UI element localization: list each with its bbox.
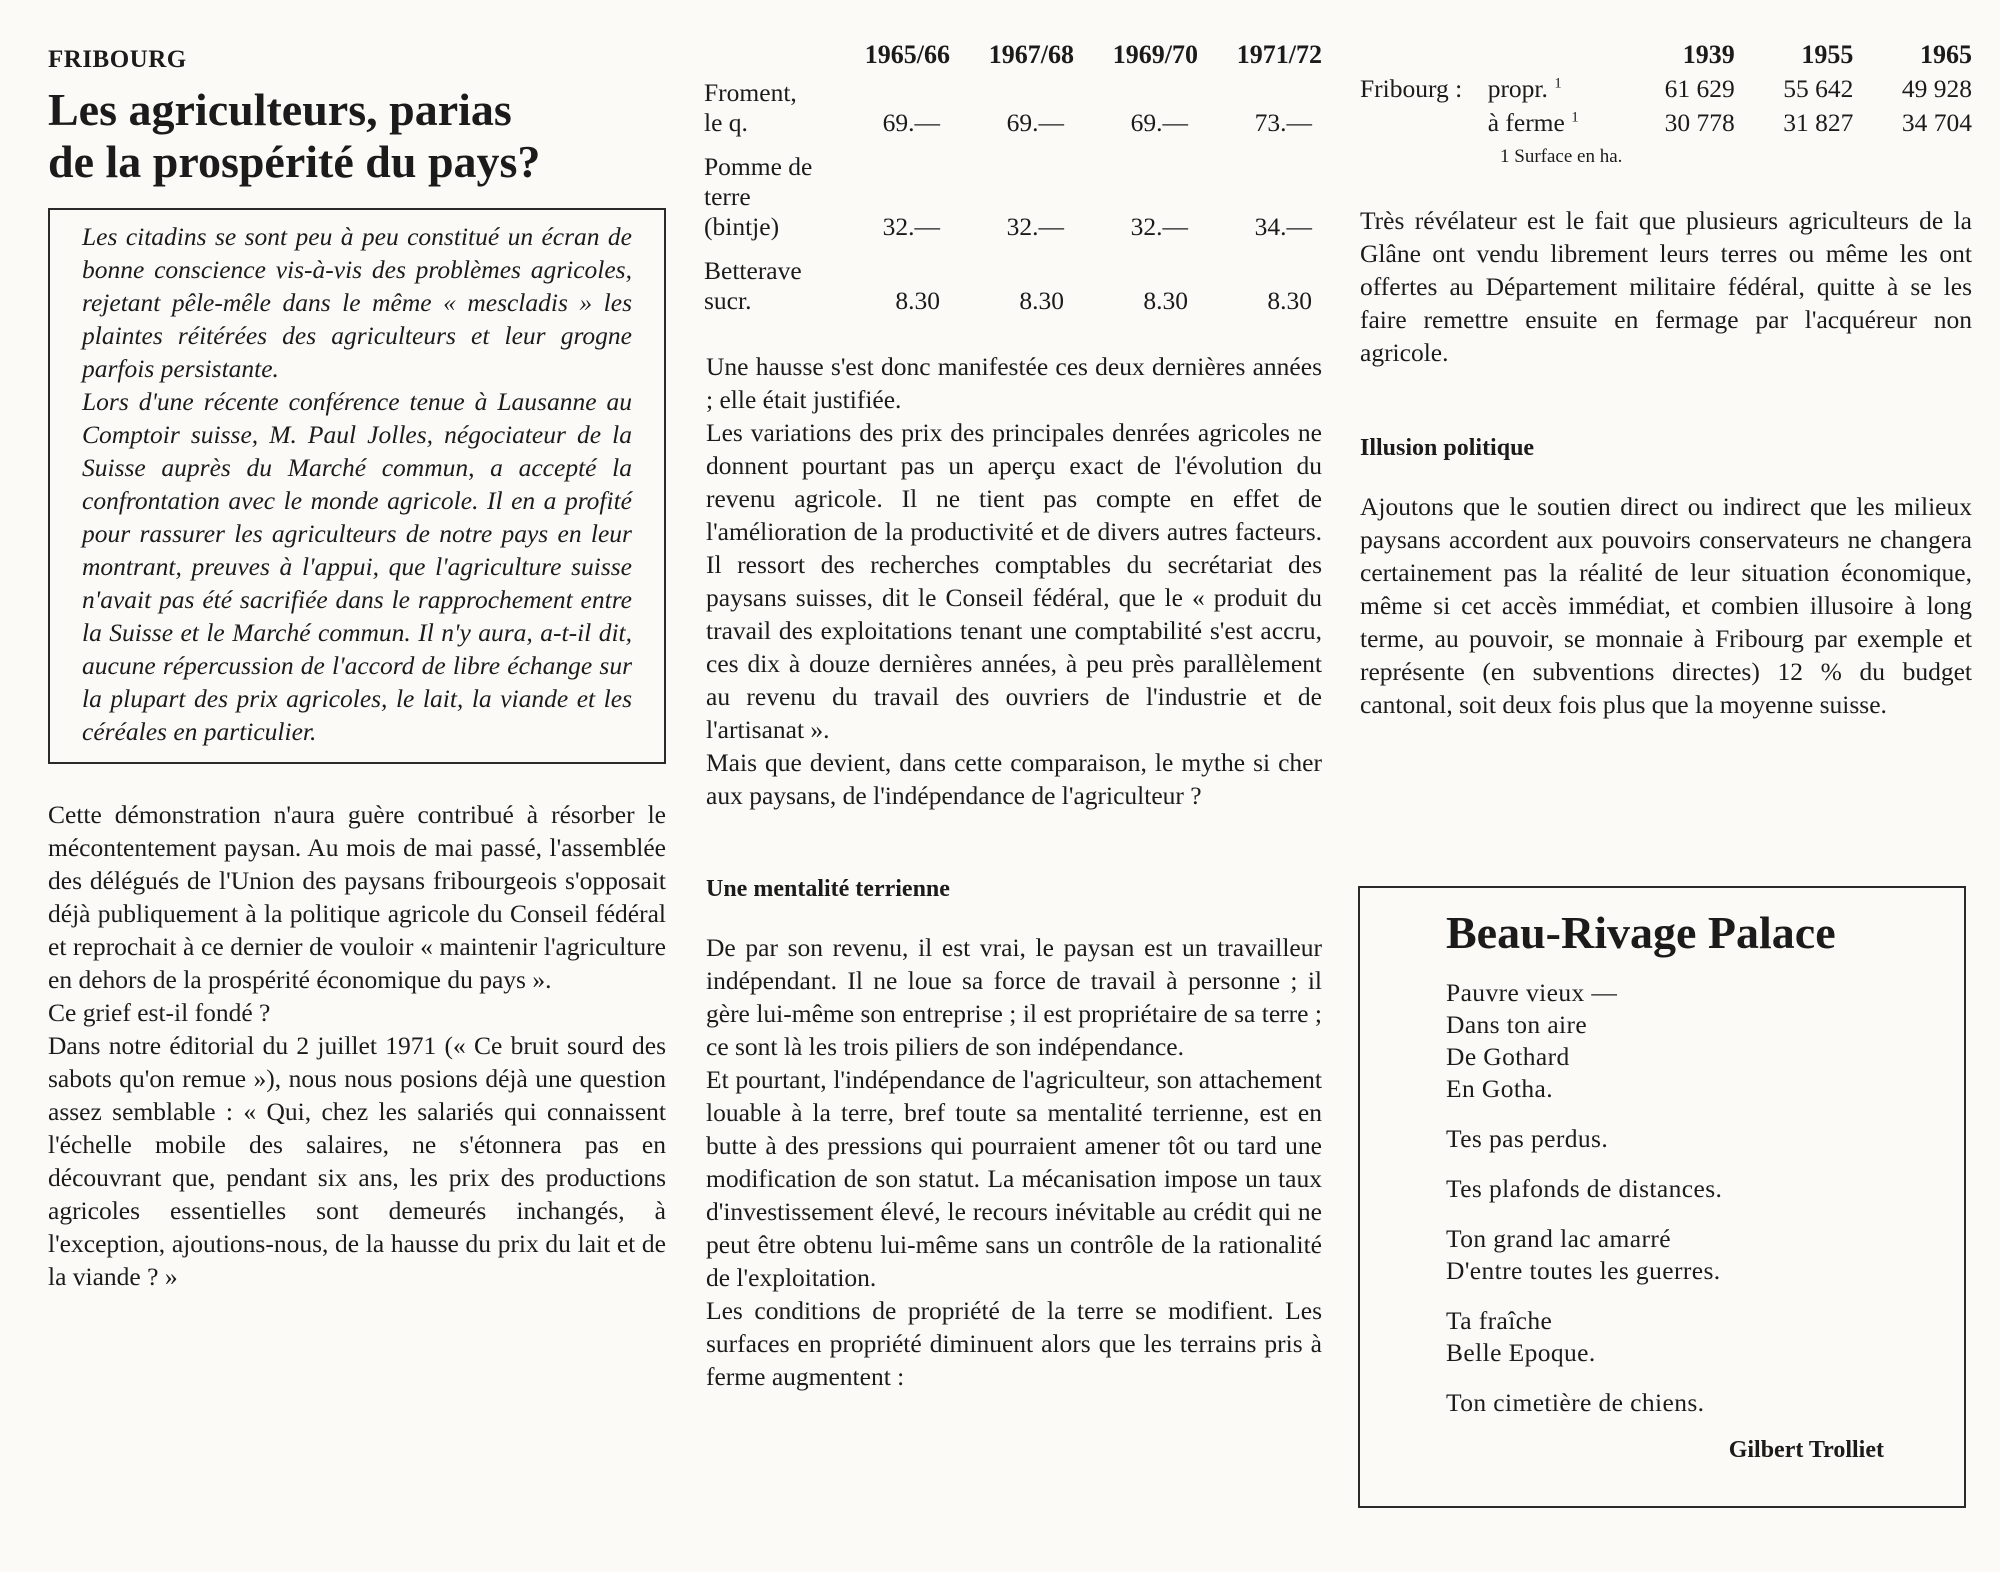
subhead-mentalite: Une mentalité terrienne <box>706 876 950 902</box>
price-cell: 34.— <box>1254 212 1312 241</box>
price-cell: 8.30 <box>1019 286 1064 315</box>
poem-stanza <box>1446 1173 1884 1205</box>
surface-header: 1955 <box>1801 40 1854 69</box>
body-paragraph: Et pourtant, l'indépendance de l'agriculteur, son attachement louable à la terre, bref toute sa mentalité terrienne, est en butte à des pressions qui pourraient amener tôt ou tard une modification de son statut. La mécanisation impose un taux d'investissement élevé, le recours inévitable au crédit qui ne peut être obtenu lui-même sans un contrôle de la rationalité de l'exploitation. <box>706 1065 1322 1292</box>
price-row <box>704 146 1322 250</box>
poem-line: Tes pas perdus. <box>1446 1124 1609 1153</box>
surface-cell: 61 629 <box>1664 74 1735 103</box>
poem-line: D'entre toutes les guerres. <box>1446 1256 1721 1285</box>
surface-kind: propr. $^1$ <box>1487 74 1562 103</box>
poem-line: Dans ton aire <box>1446 1010 1588 1039</box>
price-header: 1971/72 <box>1236 40 1322 69</box>
surface-footnote: 1 Surface en ha. <box>1500 146 1623 167</box>
poem-line: De Gothard <box>1446 1042 1570 1071</box>
price-cell: 73.— <box>1254 108 1312 137</box>
column-left <box>48 40 666 1293</box>
surface-table-header <box>1360 40 1972 74</box>
surface-header: 1965 <box>1920 40 1972 69</box>
price-cell: 69.— <box>1130 108 1188 137</box>
intro-paragraph: Lors d'une récente conférence tenue à Lausanne au Comptoir suisse, M. Paul Jolles, négociateur de la Suisse auprès du Marché commun, a accepté la confrontation avec le monde agricole. Il en a profité pour rassurer les agriculteurs de notre pays en leur montrant, preuves à l'appui, que l'agriculture suisse n'avait pas été sacrifiée dans le rapprochement entre la Suisse et le Marché commun. Il n'y aura, a-t-il dit, aucune répercussion de l'accord de libre échange sur la plupart des prix agricoles, le lait, la viande et les céréales en particulier. <box>82 387 632 746</box>
poem-line: Tes plafonds de distances. <box>1446 1174 1723 1203</box>
article-headline <box>48 84 666 188</box>
price-header: 1967/68 <box>988 40 1074 69</box>
surface-cell: 31 827 <box>1783 108 1854 137</box>
surface-row <box>1360 108 1972 142</box>
body-paragraph: Ce grief est-il fondé ? <box>48 998 271 1027</box>
poem-stanza <box>1446 1387 1884 1419</box>
surface-table <box>1360 40 1972 142</box>
poem-stanza <box>1446 977 1884 1105</box>
body-paragraph: Très révélateur est le fait que plusieurs agriculteurs de la Glâne ont vendu librement leurs terres ou même les ont offertes au Département militaire fédéral, quitte à se les faire remettre ensuite en fermage par l'acquéreur non agricole. <box>1360 206 1972 367</box>
price-cell: 69.— <box>882 108 940 137</box>
poem-stanza <box>1446 1223 1884 1287</box>
col3-body-a <box>1360 204 1972 369</box>
surface-kind: à ferme $^1$ <box>1487 108 1579 137</box>
poem-line: Ton cimetière de chiens. <box>1446 1388 1705 1417</box>
subhead-illusion: Illusion politique <box>1360 435 1535 461</box>
col2-body-b <box>706 931 1322 1393</box>
col2-body-a <box>706 350 1322 812</box>
intro-box <box>48 208 666 764</box>
surface-cell: 55 642 <box>1783 74 1854 103</box>
poem-stanza <box>1446 1123 1884 1155</box>
body-paragraph: De par son revenu, il est vrai, le paysan est un travailleur indépendant. Il ne loue sa force de travail à personne ; il gère lui-même son entreprise ; il est propriétaire de sa terre ; ce sont là les trois piliers de son indépendance. <box>706 933 1322 1061</box>
price-row <box>704 250 1322 324</box>
surface-cell: 49 928 <box>1901 74 1972 103</box>
body-paragraph: Les variations des prix des principales denrées agricoles ne donnent pourtant pas un aperçu exact de l'évolution du revenu agricole. Il ne tient pas compte en effet de l'amélioration de la productivité et de divers autres facteurs. Il ressort des recherches comptables du secrétariat des paysans suisses, dit le Conseil fédéral, que le « produit du travail des exploitations tenant une comptabilité s'est accru, ces dix à douze dernières années, à peu près parallèlement au revenu du travail des ouvriers de l'industrie et de l'artisanat ». <box>706 418 1322 744</box>
price-cell: 69.— <box>1006 108 1064 137</box>
price-cell: 32.— <box>1006 212 1064 241</box>
body-paragraph: Les conditions de propriété de la terre se modifient. Les surfaces en propriété diminuent alors que les terrains pris à ferme augmentent : <box>706 1296 1322 1391</box>
poem-title: Beau-Rivage Palace <box>1446 907 1836 958</box>
column-right <box>1360 40 1972 721</box>
col1-body <box>48 798 666 1293</box>
price-cell: 32.— <box>1130 212 1188 241</box>
poem-line: Ta fraîche <box>1446 1306 1553 1335</box>
price-cell: 8.30 <box>1267 286 1312 315</box>
col3-body-b <box>1360 490 1972 721</box>
body-paragraph: Cette démonstration n'aura guère contribué à résorber le mécontentement paysan. Au mois de mai passé, l'assemblée des délégués de l'Union des paysans fribourgeois s'opposait déjà publiquement à la politique agricole du Conseil fédéral et reprochait à ce dernier de vouloir « maintenir l'agriculture en dehors de la prospérité économique du pays ». <box>48 800 666 994</box>
surface-header: 1939 <box>1682 40 1735 69</box>
poem-author: Gilbert Trolliet <box>1728 1437 1884 1463</box>
surface-cell: 34 704 <box>1901 108 1972 137</box>
price-header: 1965/66 <box>864 40 950 69</box>
intro-paragraph: Les citadins se sont peu à peu constitué un écran de bonne conscience vis-à-vis des problèmes agricoles, rejetant pêle-mêle dans le même « mescladis » les plaintes réitérées des agriculteurs et leur grogne parfois persistante. <box>82 222 632 383</box>
price-row <box>704 78 1322 146</box>
price-row-label: Betterave sucr. <box>704 256 802 315</box>
poem-line: Pauvre vieux — <box>1446 978 1618 1007</box>
price-cell: 8.30 <box>1143 286 1188 315</box>
price-row-label: Pomme de terre (bintje) <box>704 152 813 241</box>
poem-box <box>1358 886 1966 1508</box>
surface-row <box>1360 74 1972 108</box>
poem-line: Ton grand lac amarré <box>1446 1224 1671 1253</box>
surface-cell: 30 778 <box>1664 108 1735 137</box>
poem-stanza <box>1446 1305 1884 1369</box>
section-label: FRIBOURG <box>48 46 187 73</box>
price-cell: 8.30 <box>895 286 940 315</box>
price-cell: 32.— <box>882 212 940 241</box>
surface-region: Fribourg : <box>1360 74 1463 103</box>
price-table <box>704 40 1322 324</box>
poem-line: Belle Epoque. <box>1446 1338 1596 1367</box>
body-paragraph: Ajoutons que le soutien direct ou indirect que les milieux paysans accordent aux pouvoirs conservateurs ne changera certainement pas la réalité de leur situation économique, même si cet accès immédiat, et combien illusoire à long terme, au pouvoir, se monnaie à Fribourg par exemple et représente (en subventions directes) 12 % du budget cantonal, soit deux fois plus que la moyenne suisse. <box>1360 492 1972 719</box>
body-paragraph: Une hausse s'est donc manifestée ces deux dernières années ; elle était justifiée. <box>706 352 1322 414</box>
headline-line-1: Les agriculteurs, parias <box>48 84 512 135</box>
price-header: 1969/70 <box>1112 40 1198 69</box>
price-row-label: Froment, le q. <box>704 78 797 137</box>
body-paragraph: Mais que devient, dans cette comparaison, le mythe si cher aux paysans, de l'indépendance de l'agriculteur ? <box>706 748 1322 810</box>
column-middle <box>706 40 1322 1393</box>
poem-line: En Gotha. <box>1446 1074 1553 1103</box>
headline-line-2: de la prospérité du pays? <box>48 136 541 187</box>
price-table-header <box>704 40 1322 78</box>
body-paragraph: Dans notre éditorial du 2 juillet 1971 (« Ce bruit sourd des sabots qu'on remue »), nous nous posions déjà une question assez semblable : « Qui, chez les salariés qui connaissent l'échelle mobile des salaires, ne s'étonnera pas en découvrant que, pendant six ans, les prix des productions agricoles essentielles sont demeurés inchangés, à l'exception, ajoutions-nous, de la hausse du prix du lait et de la viande ? » <box>48 1031 666 1291</box>
